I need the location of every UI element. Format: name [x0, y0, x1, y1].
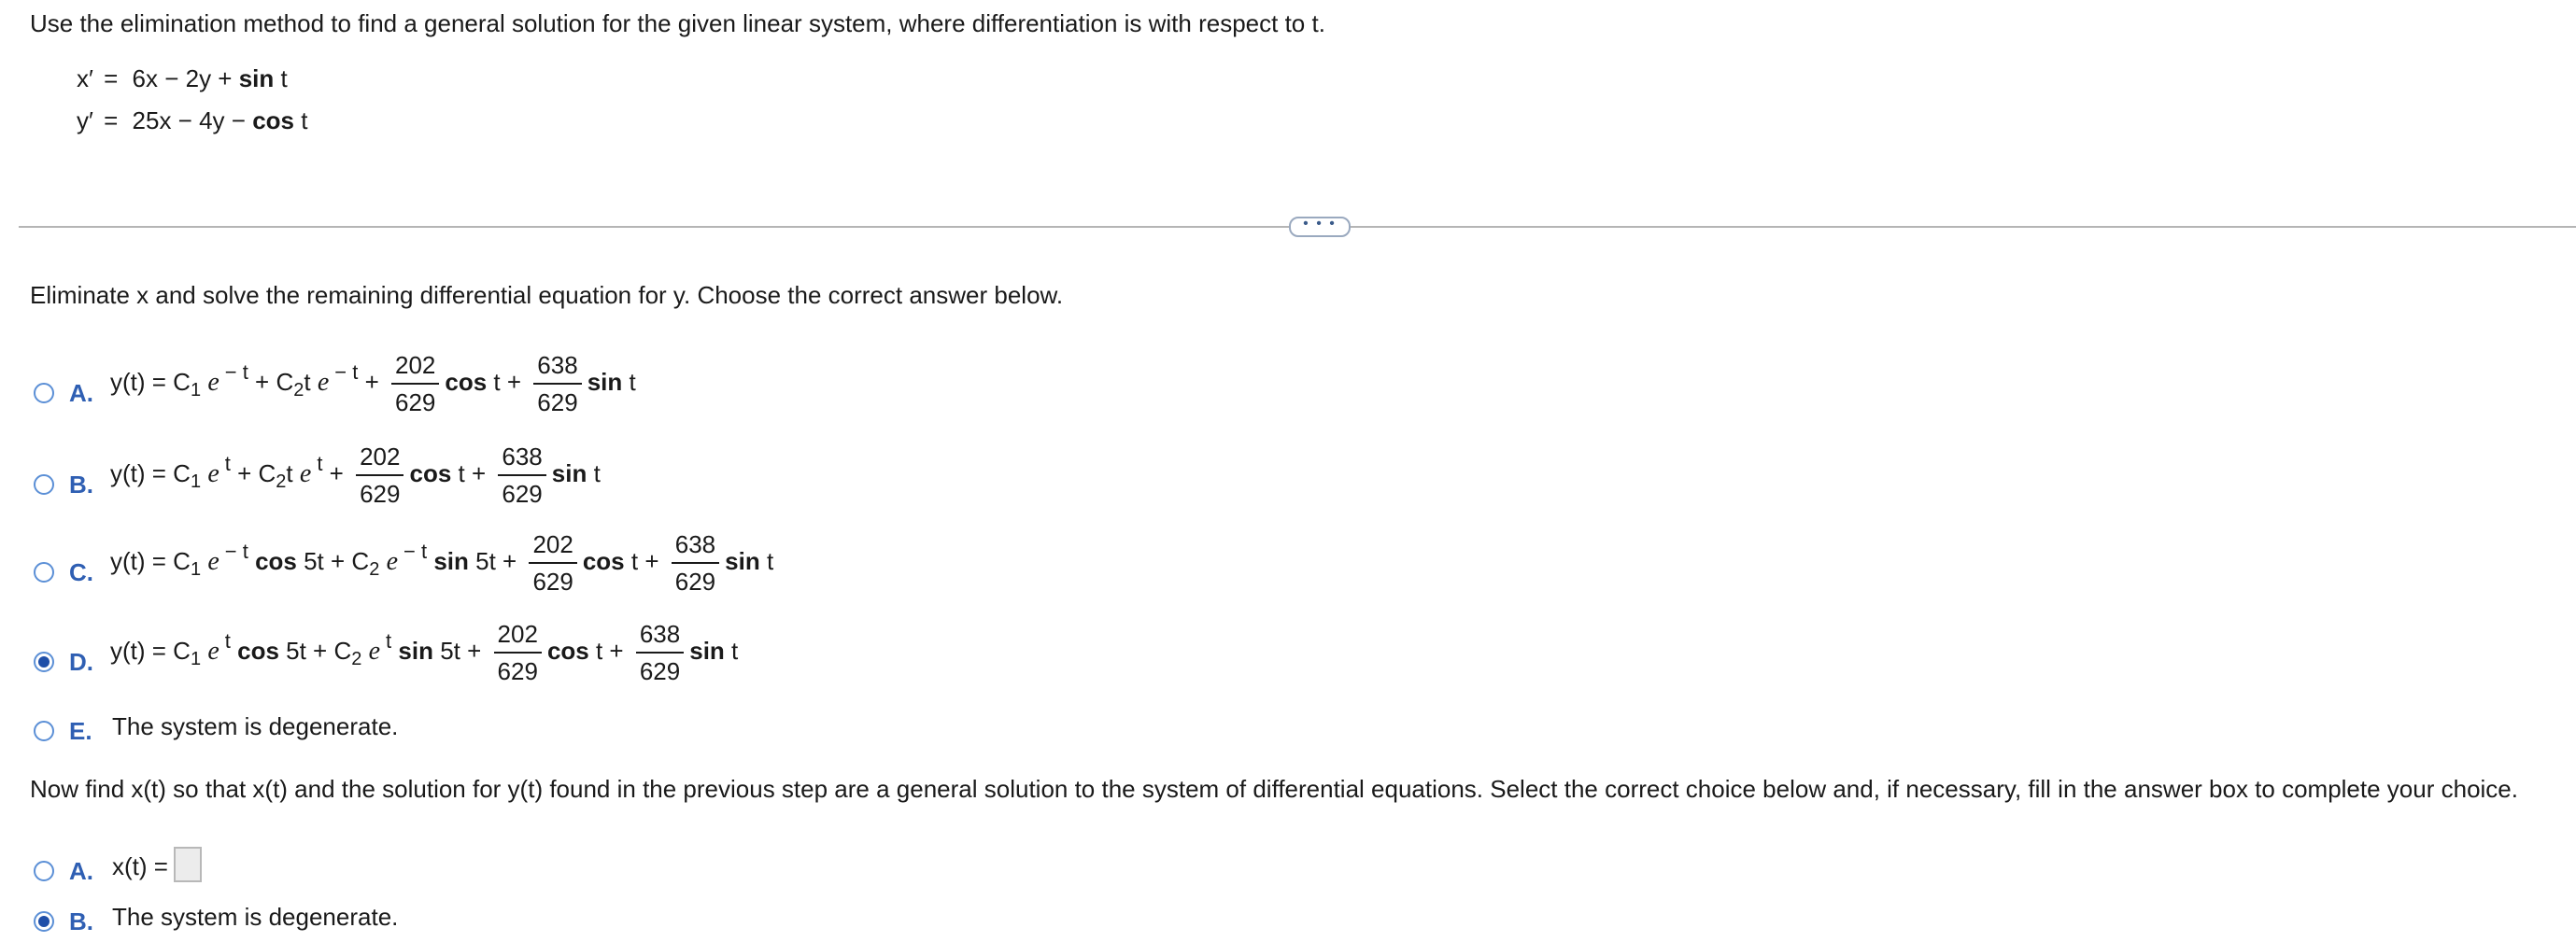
eq2-lhs: y′	[77, 106, 93, 134]
part2-option-b-radio[interactable]	[34, 911, 54, 932]
exponent: − t	[224, 539, 248, 563]
option-e-radio[interactable]	[34, 721, 54, 741]
part1-instruction: Eliminate x and solve the remaining differential equation for y. Choose the correct answer below.	[30, 281, 1064, 309]
eq2-rhs: 25x − 4y −	[132, 106, 253, 134]
option-b-radio[interactable]	[34, 474, 54, 495]
denominator: 629	[674, 568, 716, 596]
t-text: t	[587, 458, 601, 487]
part2-option-b-text[interactable]: The system is degenerate.	[112, 903, 399, 931]
sub-1: 1	[190, 471, 202, 492]
exponent: − t	[224, 359, 248, 384]
t-text: t	[724, 636, 739, 665]
cos-fn: cos	[582, 546, 625, 575]
sin-fn: sin	[551, 458, 587, 487]
part2-option-b-letter[interactable]: B.	[69, 907, 93, 935]
part2-option-a-radio[interactable]	[34, 861, 54, 881]
cos-fn: cos	[237, 636, 279, 665]
option-a-letter[interactable]: A.	[69, 379, 93, 407]
sub-2: 2	[369, 558, 380, 580]
eq1-arg: t	[274, 64, 288, 92]
numerator: 638	[636, 620, 684, 654]
numerator: 638	[672, 530, 719, 564]
denominator: 629	[502, 480, 543, 508]
exponent: t	[386, 628, 392, 653]
plus-c: + C	[230, 458, 276, 487]
fraction-cos	[356, 443, 403, 508]
eq2-equals: =	[104, 106, 119, 134]
t-text: t	[286, 458, 300, 487]
exponent: t	[224, 451, 231, 475]
numerator: 638	[498, 443, 545, 476]
eq2-arg: t	[294, 106, 308, 134]
y-of-t-text: y(t) = C	[110, 367, 191, 396]
exponent: − t	[334, 359, 359, 384]
fraction-sin	[498, 443, 545, 508]
option-b-letter[interactable]: B.	[69, 471, 93, 499]
option-c-radio[interactable]	[34, 562, 54, 583]
option-d-radio[interactable]	[34, 652, 54, 672]
sub-1: 1	[190, 648, 202, 669]
plus-sign: +	[358, 367, 379, 396]
sin-fn: sin	[398, 636, 433, 665]
option-a-formula	[110, 351, 636, 416]
part2-instruction: Now find x(t) so that x(t) and the solution for y(t) found in the previous step are a general solution to the system of differential equations. Select the correct choice below and, if necessary, fill in the answer box to complete your choice.	[30, 775, 2518, 803]
numerator: 202	[494, 620, 542, 654]
numerator: 202	[529, 530, 576, 564]
sin-fn: sin	[689, 636, 725, 665]
sub-1: 1	[190, 379, 202, 401]
denominator: 629	[537, 388, 578, 416]
cos-fn: cos	[445, 367, 488, 396]
five-t-plus: 5t +	[432, 636, 482, 665]
e-symbol: e	[207, 546, 219, 576]
fraction-cos	[391, 351, 439, 416]
t-text: t	[304, 367, 318, 396]
denominator: 629	[639, 657, 681, 685]
t-text: t	[622, 367, 636, 396]
denominator: 629	[497, 657, 538, 685]
option-e-letter[interactable]: E.	[69, 717, 92, 745]
numerator: 202	[391, 351, 439, 385]
eq1-rhs: 6x − 2y +	[132, 64, 239, 92]
denominator: 629	[360, 480, 401, 508]
equation-2	[77, 106, 307, 134]
t-plus: t +	[624, 546, 659, 575]
e-symbol: e	[368, 636, 381, 666]
sin-fn: sin	[433, 546, 469, 575]
eq1-equals: =	[104, 64, 119, 92]
y-of-t-text: y(t) = C	[110, 458, 191, 487]
sin-fn: sin	[725, 546, 760, 575]
e-symbol: e	[386, 546, 398, 576]
x-of-t-answer-input[interactable]	[174, 847, 202, 882]
t-text: t	[759, 546, 774, 575]
exponent: t	[317, 451, 323, 475]
t-plus: t +	[487, 367, 522, 396]
sin-fn: sin	[587, 367, 623, 396]
plus-c: + C	[248, 367, 294, 396]
y-of-t-text: y(t) = C	[110, 546, 191, 575]
option-c-letter[interactable]: C.	[69, 558, 93, 586]
eq1-lhs: x′	[77, 64, 93, 92]
part2-option-a-text: x(t) =	[112, 852, 168, 880]
option-a-radio[interactable]	[34, 383, 54, 403]
five-t-plus: 5t +	[468, 546, 517, 575]
option-d-letter[interactable]: D.	[69, 648, 93, 676]
sub-2: 2	[276, 471, 287, 492]
five-t-plus-c: 5t + C	[278, 636, 352, 665]
expand-more-button[interactable]: • • •	[1289, 217, 1351, 237]
e-symbol: e	[207, 367, 219, 397]
denominator: 629	[532, 568, 573, 596]
fraction-sin	[636, 620, 684, 685]
t-plus: t +	[451, 458, 487, 487]
sub-2: 2	[293, 379, 304, 401]
fraction-sin	[672, 530, 719, 596]
exponent: − t	[403, 539, 428, 563]
exponent: t	[224, 628, 231, 653]
eq1-fn: sin	[238, 64, 275, 92]
question-prompt: Use the elimination method to find a general solution for the given linear system, where differentiation is with respect to t.	[30, 9, 1325, 37]
plus-sign: +	[322, 458, 344, 487]
option-b-formula	[110, 443, 601, 508]
cos-fn: cos	[255, 546, 297, 575]
y-of-t-text: y(t) = C	[110, 636, 191, 665]
option-c-formula	[110, 530, 773, 596]
e-symbol: e	[207, 636, 219, 666]
numerator: 202	[356, 443, 403, 476]
fraction-sin	[533, 351, 581, 416]
cos-fn: cos	[409, 458, 452, 487]
equation-1	[77, 64, 288, 92]
sub-2: 2	[351, 648, 362, 669]
fraction-cos	[494, 620, 542, 685]
eq2-fn: cos	[252, 106, 294, 134]
five-t-plus-c: 5t + C	[296, 546, 370, 575]
e-symbol: e	[317, 367, 330, 397]
part2-option-a-letter[interactable]: A.	[69, 857, 93, 885]
t-plus: t +	[588, 636, 624, 665]
fraction-cos	[529, 530, 576, 596]
option-d-formula	[110, 620, 738, 685]
denominator: 629	[395, 388, 436, 416]
e-symbol: e	[207, 458, 219, 488]
numerator: 638	[533, 351, 581, 385]
e-symbol: e	[299, 458, 312, 488]
sub-1: 1	[190, 558, 202, 580]
option-e-text[interactable]: The system is degenerate.	[112, 712, 399, 740]
cos-fn: cos	[546, 636, 589, 665]
